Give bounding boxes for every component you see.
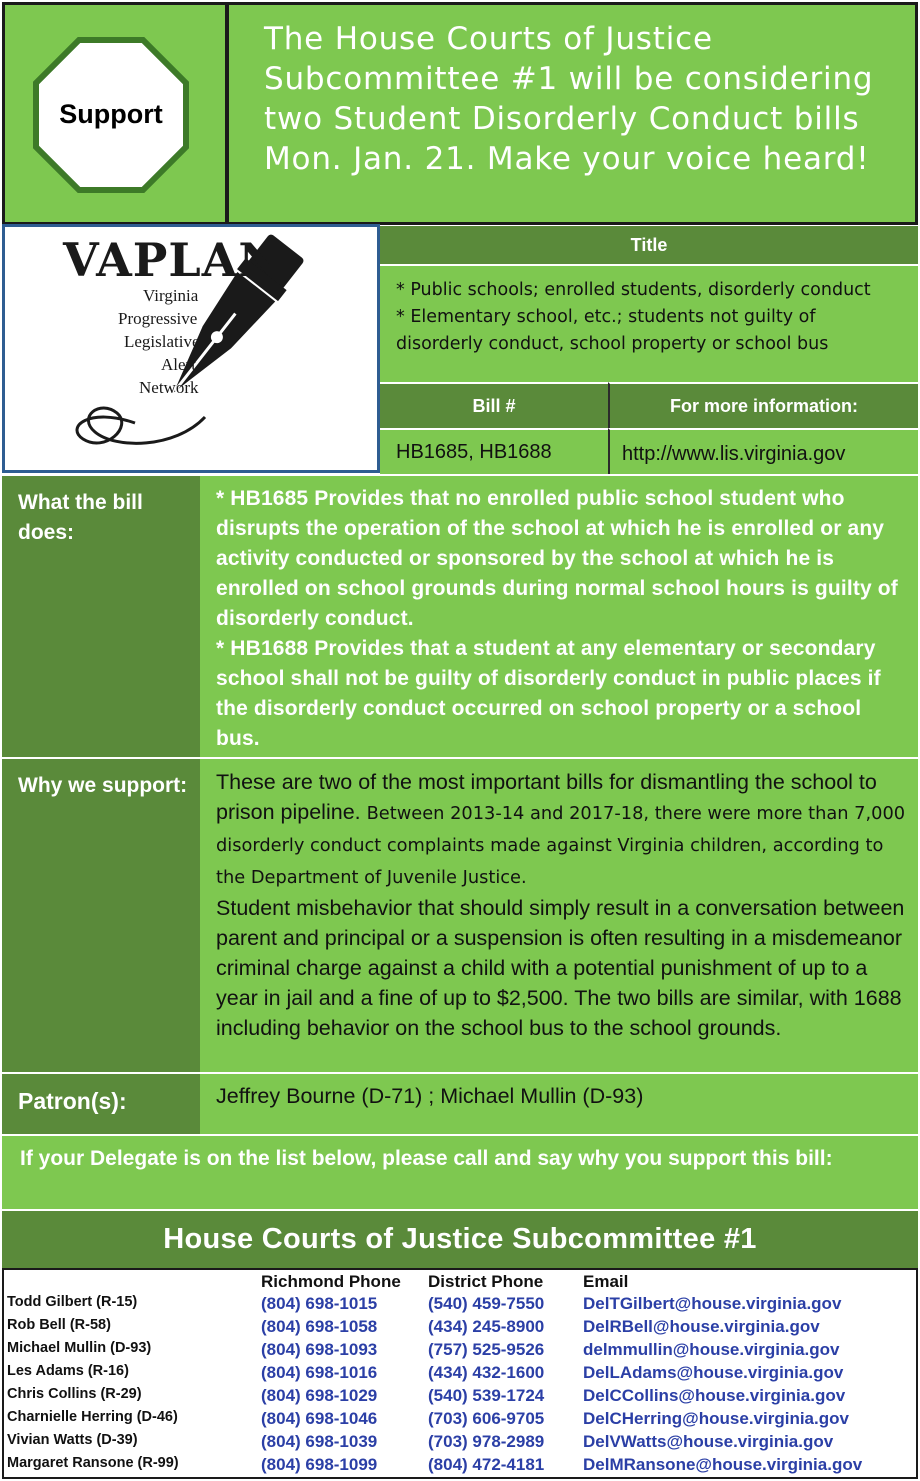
email-header: Email: [583, 1272, 629, 1291]
table-row: [0, 1386, 920, 1409]
bill-title-line: * Public schools; enrolled students, disorderly conduct: [396, 280, 871, 300]
richmond-phone[interactable]: (804) 698-1093: [261, 1340, 378, 1359]
richmond-phone[interactable]: (804) 698-1029: [261, 1386, 378, 1405]
subcommittee-title: House Courts of Justice Subcommittee #1: [2, 1211, 918, 1268]
delegate-name: Les Adams (R-16): [7, 1363, 129, 1379]
delegate-name: Michael Mullin (D-93): [7, 1340, 152, 1356]
bill-numbers: HB1685, HB1688: [380, 428, 608, 474]
more-info-heading: For more information:: [608, 382, 918, 428]
header-announcement: The House Courts of Justice Subcommittee #1 will be considering two Student Disorderly Conduct bills Mon. Jan. 21. Make your voice heard!: [226, 2, 918, 225]
logo-subtitle: Virginia Progressive Legislative Alert Network: [118, 286, 200, 397]
email-link[interactable]: DelTGilbert@house.virginia.gov: [583, 1294, 842, 1313]
table-row: [0, 1432, 920, 1455]
richmond-phone[interactable]: (804) 698-1046: [261, 1409, 378, 1428]
table-row: [0, 1409, 920, 1432]
district-phone[interactable]: (540) 459-7550: [428, 1294, 545, 1313]
district-phone[interactable]: (703) 606-9705: [428, 1409, 545, 1428]
delegate-name: Rob Bell (R-58): [7, 1317, 111, 1333]
email-link[interactable]: delmmullin@house.virginia.gov: [583, 1340, 840, 1359]
delegate-name: Todd Gilbert (R-15): [7, 1294, 138, 1310]
hb1688-description: * HB1688 Provides that a student at any elementary or secondary school shall not be guilty of disorderly conduct in public places if the disorderly conduct occurred on school property or a school bus.: [216, 637, 881, 750]
district-phone[interactable]: (434) 245-8900: [428, 1317, 545, 1336]
richmond-phone[interactable]: (804) 698-1015: [261, 1294, 378, 1313]
delegate-name: Vivian Watts (D-39): [7, 1432, 138, 1448]
email-link[interactable]: DelVWatts@house.virginia.gov: [583, 1432, 834, 1451]
email-link[interactable]: DelCCollins@house.virginia.gov: [583, 1386, 846, 1405]
richmond-phone[interactable]: (804) 698-1058: [261, 1317, 378, 1336]
delegate-name: Charnielle Herring (D-46): [7, 1409, 178, 1425]
richmond-phone-header: Richmond Phone: [261, 1272, 401, 1291]
district-phone[interactable]: (703) 978-2989: [428, 1432, 545, 1451]
richmond-phone[interactable]: (804) 698-1099: [261, 1455, 378, 1474]
table-row: [0, 1317, 920, 1340]
richmond-phone[interactable]: (804) 698-1016: [261, 1363, 378, 1382]
email-link[interactable]: DelMRansone@house.virginia.gov: [583, 1455, 863, 1474]
richmond-phone[interactable]: (804) 698-1039: [261, 1432, 378, 1451]
delegate-name: Margaret Ransone (R-99): [7, 1455, 179, 1471]
title-heading: Title: [380, 226, 918, 264]
vaplan-logo: [2, 224, 380, 473]
why-support-intro: These are two of the most important bills for dismantling the school to prison pipeline.: [216, 770, 877, 824]
why-support-detail: Student misbehavior that should simply result in a conversation between parent and principal or a suspension is often resulting in a misdemeanor criminal charge against a child with a potential punishment of up to a year in jail and a fine of up to $2,500. The two bills are similar, with 1688 including behavior on the school bus to the school grounds.: [216, 896, 905, 1040]
why-support-label: Why we support:: [2, 759, 200, 1072]
bill-title-line: * Elementary school, etc.; students not guilty of: [396, 307, 816, 327]
email-link[interactable]: DelCHerring@house.virginia.gov: [583, 1409, 849, 1428]
call-to-action: If your Delegate is on the list below, please call and say why you support this bill:: [2, 1136, 918, 1209]
what-bill-does-label: What the bill does:: [2, 476, 200, 757]
table-row: [0, 1294, 920, 1317]
table-row: [0, 1455, 920, 1478]
bill-titles: [380, 264, 918, 382]
logo-wordmark: VAPLAN: [63, 233, 282, 287]
what-bill-does-text: [200, 476, 918, 757]
email-link[interactable]: DelRBell@house.virginia.gov: [583, 1317, 820, 1336]
district-phone[interactable]: (434) 432-1600: [428, 1363, 545, 1382]
support-badge-label: Support: [59, 99, 163, 129]
bill-title-line: disorderly conduct, school property or school bus: [396, 334, 829, 354]
delegate-name: Chris Collins (R-29): [7, 1386, 142, 1402]
table-row: [0, 1340, 920, 1363]
patrons-label: Patron(s):: [2, 1074, 200, 1134]
why-support-text: [200, 759, 918, 1072]
district-phone-header: District Phone: [428, 1272, 544, 1291]
hb1685-description: * HB1685 Provides that no enrolled public school student who disrupts the operation of the school at which he is enrolled or any activity conducted or sponsored by the school at which he is enrolled on school grounds during normal school hours is guilty of disorderly conduct.: [216, 487, 898, 630]
district-phone[interactable]: (540) 539-1724: [428, 1386, 545, 1405]
district-phone[interactable]: (804) 472-4181: [428, 1455, 545, 1474]
email-link[interactable]: DelLAdams@house.virginia.gov: [583, 1363, 844, 1382]
bill-number-heading: Bill #: [380, 382, 608, 428]
why-support-statistic: Between 2013-14 and 2017-18, there were more than 7,000 disorderly conduct complaints made against Virginia children, according to the Department of Juvenile Justice.: [216, 803, 906, 888]
more-info-link[interactable]: http://www.lis.virginia.gov: [608, 428, 918, 474]
table-row: [0, 1363, 920, 1386]
patrons-value: Jeffrey Bourne (D-71) ; Michael Mullin (D-93): [200, 1074, 918, 1134]
district-phone[interactable]: (757) 525-9526: [428, 1340, 545, 1359]
